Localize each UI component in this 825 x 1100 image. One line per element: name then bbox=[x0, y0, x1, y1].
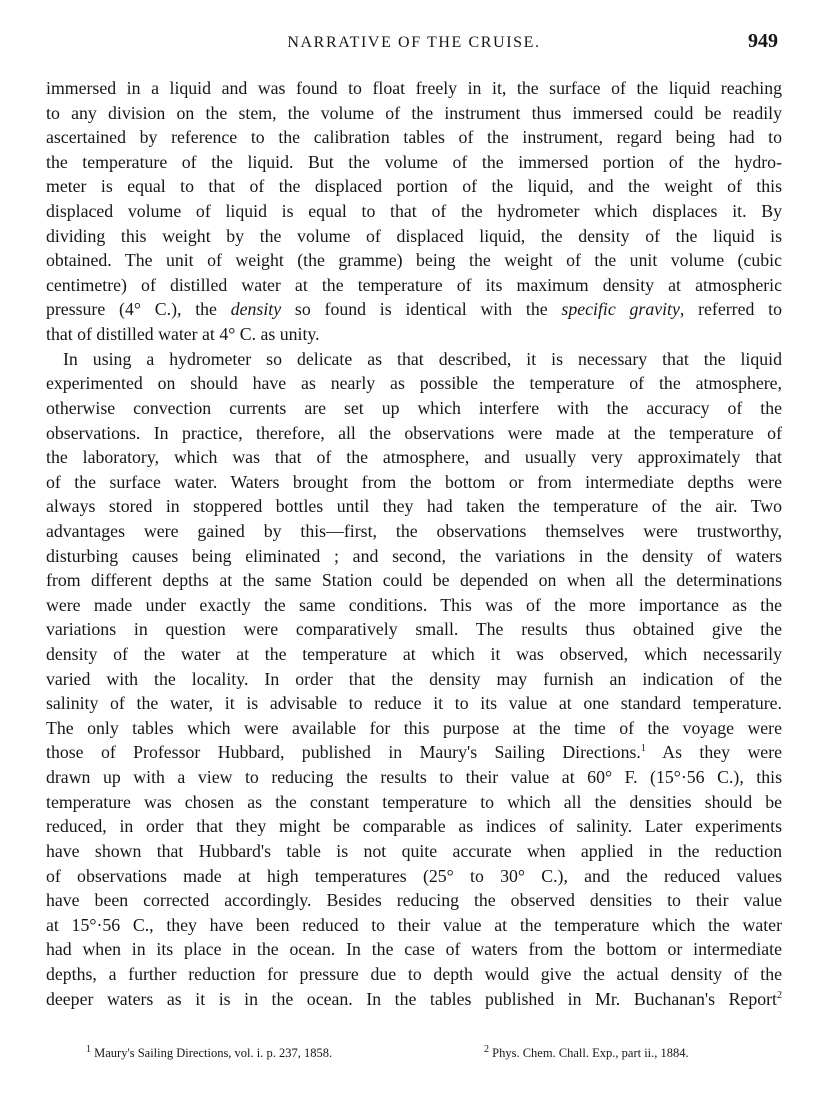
text-run: As they were bbox=[645, 742, 783, 763]
text-line-with-footnote-ref bbox=[46, 987, 782, 1012]
text-line: meter is equal to that of the displaced portion of the liquid, and the weight of this bbox=[46, 176, 782, 197]
text-line: displaced volume of liquid is equal to that of the hydrometer which displaces it. By bbox=[46, 201, 782, 222]
text-line: variations in question were comparatively small. The results thus obtained give the bbox=[46, 619, 782, 640]
text-line: to any division on the stem, the volume of the instrument thus immersed could be readily bbox=[46, 102, 782, 123]
text-run: those of Professor Hubbard, published in Maury's Sailing Directions. bbox=[46, 742, 641, 763]
text-line: of observations made at high temperatures (25° to 30° C.), and the reduced values bbox=[46, 865, 782, 886]
text-line: In using a hydrometer so delicate as that described, it is necessary that the liquid bbox=[63, 348, 782, 369]
text-line: had when in its place in the ocean. In the case of waters from the bottom or intermediate bbox=[46, 939, 782, 960]
text-line: reduced, in order that they might be comparable as indices of salinity. Later experiments bbox=[46, 816, 782, 837]
text-line: otherwise convection currents are set up which interfere with the accuracy of the bbox=[46, 397, 782, 418]
text-line: immersed in a liquid and was found to float freely in it, the surface of the liquid reaching bbox=[46, 78, 782, 98]
footnote-ref-1[interactable]: 1 bbox=[640, 743, 646, 755]
text-line: obtained. The unit of weight (the gramme) being the weight of the unit volume (cubic bbox=[46, 250, 782, 271]
footnote-ref-2[interactable]: 2 bbox=[777, 989, 782, 1001]
text-line: have been corrected accordingly. Besides reducing the observed densities to their value bbox=[46, 890, 782, 911]
text-run: so found is identical with the bbox=[281, 299, 562, 320]
text-line-with-italics bbox=[46, 297, 782, 322]
text-line: from different depths at the same Station could be depended on when all the determinations bbox=[46, 570, 782, 591]
footnote-text: Maury's Sailing Directions, vol. i. p. 237, 1858. bbox=[91, 1046, 333, 1060]
body-text bbox=[46, 76, 782, 1011]
text-line: The only tables which were available for this purpose at the time of the voyage were bbox=[46, 717, 782, 738]
page-number: 949 bbox=[748, 30, 778, 52]
text-line: the laboratory, which was that of the atmosphere, and usually very approximately that bbox=[46, 447, 782, 468]
text-line: drawn up with a view to reducing the results to their value at 60° F. (15°·56 C.), this bbox=[46, 767, 782, 788]
text-line: varied with the locality. In order that the density may furnish an indication of the bbox=[46, 668, 782, 689]
text-line: dividing this weight by the volume of displaced liquid, the density of the liquid is bbox=[46, 225, 782, 246]
text-run: , referred to bbox=[679, 299, 782, 320]
text-line: experimented on should have as nearly as possible the temperature of the atmosphere, bbox=[46, 373, 782, 394]
italic-term-density: density bbox=[230, 299, 282, 320]
text-line: depths, a further reduction for pressure due to depth would give the actual density of the bbox=[46, 963, 782, 984]
text-line: of the surface water. Waters brought from the bottom or from intermediate depths were bbox=[46, 471, 782, 492]
text-line: always stored in stoppered bottles until they had taken the temperature of the air. Two bbox=[46, 496, 782, 517]
text-line: observations. In practice, therefore, all the observations were made at the temperature of bbox=[46, 422, 782, 443]
text-line: density of the water at the temperature at which it was observed, which necessarily bbox=[46, 644, 782, 665]
text-line: salinity of the water, it is advisable to reduce it to its value at one standard temperature. bbox=[46, 693, 782, 714]
text-line: were made under exactly the same conditions. This was of the more importance as the bbox=[46, 594, 782, 615]
text-line: that of distilled water at 4° C. as unity. bbox=[46, 324, 320, 345]
text-line: advantages were gained by this—first, the observations themselves were trustworthy, bbox=[46, 520, 782, 541]
italic-term-specific-gravity: specific gravity bbox=[561, 299, 680, 320]
text-line: have shown that Hubbard's table is not quite accurate when applied in the reduction bbox=[46, 840, 782, 861]
text-line: centimetre) of distilled water at the temperature of its maximum density at atmospheric bbox=[46, 274, 782, 295]
page-header bbox=[46, 30, 782, 56]
text-run: pressure (4° C.), the bbox=[46, 299, 231, 320]
footnote-1 bbox=[86, 1043, 333, 1061]
text-line: the temperature of the liquid. But the volume of the immersed portion of the hydro- bbox=[46, 151, 782, 172]
text-run: deeper waters as it is in the ocean. In the tables published in Mr. Buchanan's Report bbox=[46, 988, 777, 1009]
text-line: disturbing causes being eliminated ; and second, the variations in the density of waters bbox=[46, 545, 782, 566]
text-line: temperature was chosen as the constant temperature to which all the densities should be bbox=[46, 791, 782, 812]
footnote-mark: 2 bbox=[484, 1043, 489, 1055]
footnote-text: Phys. Chem. Chall. Exp., part ii., 1884. bbox=[489, 1046, 689, 1060]
text-line: at 15°·56 C., they have been reduced to their value at the temperature which the water bbox=[46, 914, 782, 935]
footnote-2 bbox=[484, 1043, 689, 1061]
text-line: ascertained by reference to the calibration tables of the instrument, regard being had to bbox=[46, 127, 782, 148]
text-line-with-footnote-ref bbox=[46, 740, 782, 765]
footnotes bbox=[46, 1043, 782, 1066]
running-title: NARRATIVE OF THE CRUISE. bbox=[287, 34, 541, 51]
footnote-mark: 1 bbox=[86, 1043, 91, 1055]
